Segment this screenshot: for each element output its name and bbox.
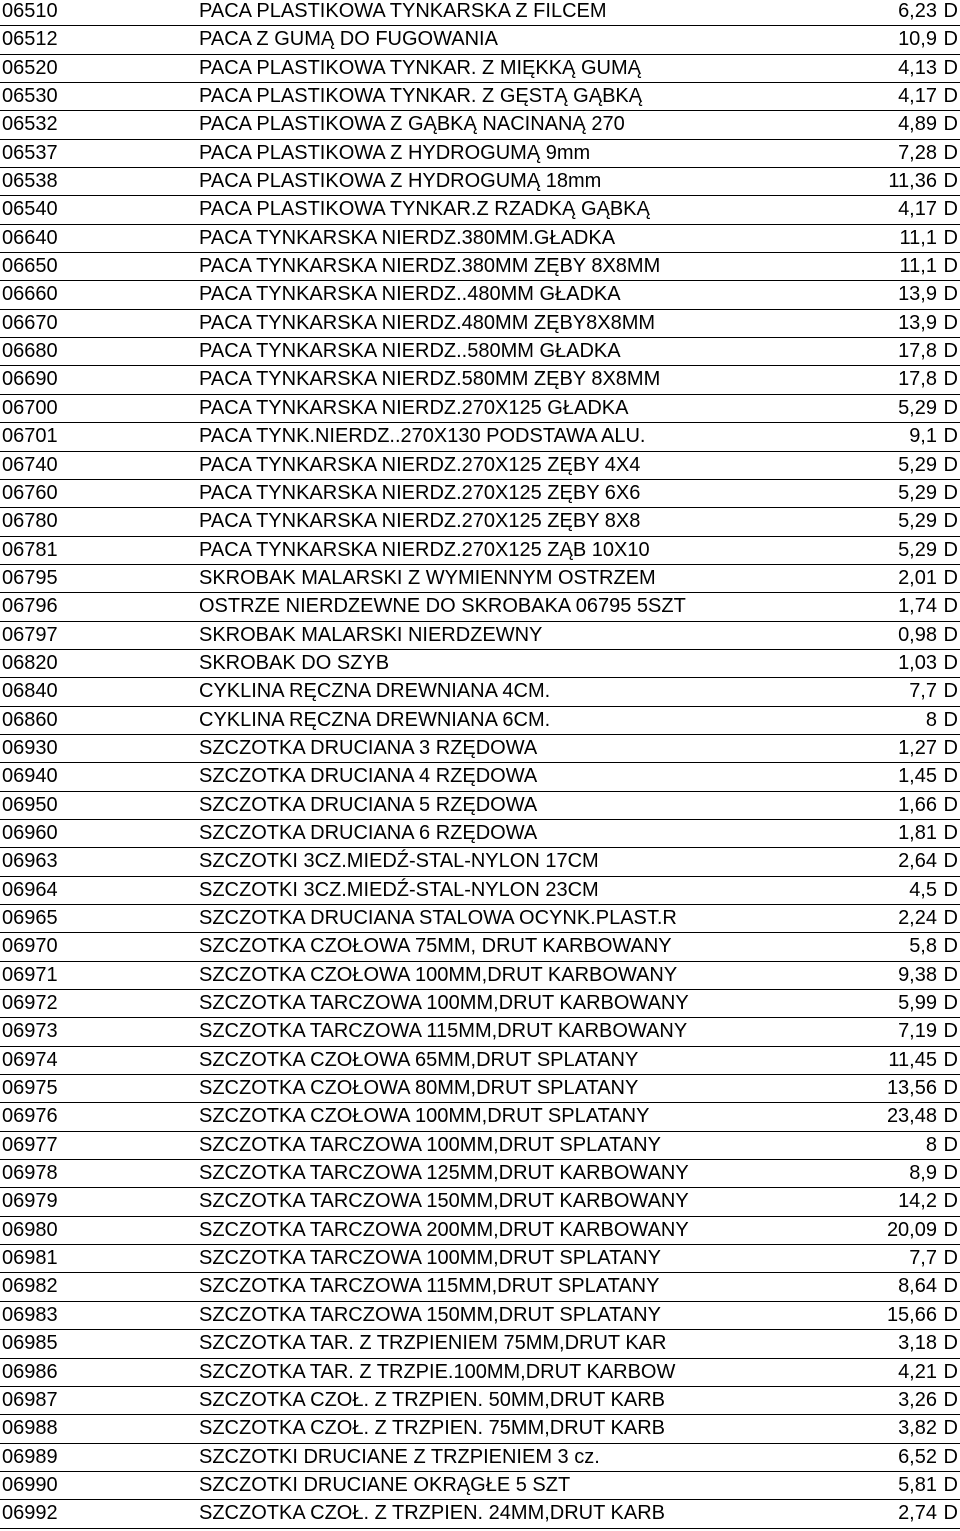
price-list-row [0, 1105, 960, 1133]
price-list-row [0, 397, 960, 425]
product-code: 06983 [2, 1303, 58, 1326]
price-list-row [0, 680, 960, 708]
price-unit: D [943, 1502, 958, 1525]
price-list-row [0, 425, 960, 453]
product-name: SZCZOTKA CZOŁOWA 100MM,DRUT KARBOWANY [199, 963, 678, 986]
product-name: PACA TYNKARSKA NIERDZ..580MM GŁADKA [199, 340, 621, 363]
product-code: 06950 [2, 793, 58, 816]
product-code: 06680 [2, 340, 58, 363]
product-price: 2,24 [898, 907, 937, 929]
product-price: 0,98 [898, 623, 937, 646]
product-price: 4,17 [898, 198, 937, 221]
product-price: 17,8 [898, 340, 937, 363]
product-price: 11,1 [899, 226, 937, 249]
product-code: 06701 [2, 425, 58, 448]
product-name: SZCZOTKA TARCZOWA 100MM,DRUT SPLATANY [199, 1247, 661, 1270]
price-list-row [0, 709, 960, 737]
product-code: 06740 [2, 453, 58, 476]
product-name: SZCZOTKA TARCZOWA 100MM,DRUT KARBOWANY [199, 992, 689, 1015]
product-code: 06537 [2, 141, 58, 164]
product-name: SZCZOTKA TARCZOWA 150MM,DRUT SPLATANY [199, 1303, 661, 1326]
product-price: 6,23 [898, 0, 937, 22]
product-code: 06992 [2, 1502, 58, 1525]
price-unit: D [943, 0, 958, 22]
price-unit: D [943, 1417, 958, 1440]
product-name: SZCZOTKA CZOŁ. Z TRZPIEN. 24MM,DRUT KARB [199, 1502, 665, 1525]
product-code: 06973 [2, 1020, 58, 1043]
product-price: 10,9 [898, 28, 937, 51]
product-code: 06971 [2, 963, 58, 986]
product-code: 06532 [2, 113, 58, 136]
price-unit: D [943, 595, 958, 618]
product-price: 11,36 [888, 170, 937, 193]
price-unit: D [943, 510, 958, 533]
product-price: 5,8 [909, 935, 937, 958]
price-unit: D [943, 538, 958, 561]
price-unit: D [943, 1388, 958, 1411]
price-list-row [0, 992, 960, 1020]
product-price: 4,89 [898, 113, 937, 136]
price-unit: D [943, 1332, 958, 1355]
product-code: 06977 [2, 1133, 58, 1156]
product-code: 06965 [2, 907, 58, 929]
price-unit: D [943, 1275, 958, 1298]
product-price: 5,29 [898, 453, 937, 476]
product-code: 06988 [2, 1417, 58, 1440]
price-unit: D [943, 28, 958, 51]
product-code: 06650 [2, 255, 58, 278]
price-list-row [0, 1474, 960, 1502]
product-name: SZCZOTKA DRUCIANA 4 RZĘDOWA [199, 765, 538, 788]
product-name: SZCZOTKA CZOŁ. Z TRZPIEN. 75MM,DRUT KARB [199, 1417, 665, 1440]
product-name: SZCZOTKI DRUCIANE OKRĄGŁE 5 SZT [199, 1473, 571, 1496]
price-list-row [0, 85, 960, 113]
product-code: 06840 [2, 680, 58, 703]
product-price: 3,82 [898, 1417, 937, 1440]
price-list-row [0, 312, 960, 340]
product-price: 2,01 [898, 566, 937, 589]
product-name: SZCZOTKA TAR. Z TRZPIENIEM 75MM,DRUT KAR [199, 1332, 667, 1355]
price-list-row [0, 879, 960, 907]
product-code: 06540 [2, 198, 58, 221]
product-name: SZCZOTKA DRUCIANA STALOWA OCYNK.PLAST.R [199, 907, 677, 929]
product-code: 06820 [2, 651, 58, 674]
price-unit: D [943, 963, 958, 986]
product-price: 11,1 [899, 255, 937, 278]
product-price: 13,9 [898, 311, 937, 334]
price-unit: D [943, 113, 958, 136]
product-code: 06795 [2, 566, 58, 589]
product-code: 06981 [2, 1247, 58, 1270]
price-list-row [0, 340, 960, 368]
product-code: 06530 [2, 85, 58, 108]
product-price: 3,18 [898, 1332, 937, 1355]
product-code: 06640 [2, 226, 58, 249]
product-code: 06700 [2, 396, 58, 419]
product-price: 3,26 [898, 1388, 937, 1411]
product-name: SZCZOTKA DRUCIANA 5 RZĘDOWA [199, 793, 538, 816]
product-code: 06989 [2, 1445, 58, 1468]
price-list-row [0, 28, 960, 56]
price-list-row [0, 652, 960, 680]
product-price: 8,9 [909, 1162, 937, 1185]
product-code: 06930 [2, 736, 58, 759]
product-code: 06660 [2, 283, 58, 306]
price-unit: D [943, 736, 958, 759]
product-code: 06780 [2, 510, 58, 533]
price-list-row [0, 907, 960, 935]
price-list-row [0, 1275, 960, 1303]
price-list-row [0, 1389, 960, 1417]
product-code: 06987 [2, 1388, 58, 1411]
product-name: PACA PLASTIKOWA TYNKAR.Z RZADKĄ GĄBKĄ [199, 198, 650, 221]
product-code: 06986 [2, 1360, 58, 1383]
price-list-row [0, 822, 960, 850]
price-list-row [0, 1417, 960, 1445]
product-name: PACA PLASTIKOWA TYNKARSKA Z FILCEM [199, 0, 607, 22]
product-code: 06964 [2, 878, 58, 901]
product-name: CYKLINA RĘCZNA DREWNIANA 6CM. [199, 708, 551, 731]
price-list-row [0, 1190, 960, 1218]
price-unit: D [943, 1105, 958, 1128]
price-unit: D [943, 1473, 958, 1496]
product-code: 06797 [2, 623, 58, 646]
price-unit: D [943, 1048, 958, 1071]
product-code: 06979 [2, 1190, 58, 1213]
product-name: SZCZOTKA CZOŁOWA 80MM,DRUT SPLATANY [199, 1077, 639, 1100]
price-unit: D [943, 850, 958, 873]
price-unit: D [943, 680, 958, 703]
product-name: PACA Z GUMĄ DO FUGOWANIA [199, 28, 498, 51]
product-name: SZCZOTKA TARCZOWA 115MM,DRUT KARBOWANY [199, 1020, 688, 1043]
product-price: 5,81 [898, 1473, 937, 1496]
price-list-row [0, 170, 960, 198]
product-code: 06512 [2, 28, 58, 51]
price-list-row [0, 368, 960, 396]
product-price: 4,5 [909, 878, 937, 901]
price-unit: D [943, 878, 958, 901]
product-price: 14,2 [898, 1190, 937, 1213]
product-price: 8 [925, 708, 937, 731]
product-code: 06975 [2, 1077, 58, 1100]
product-code: 06670 [2, 311, 58, 334]
price-list-row [0, 794, 960, 822]
price-list-row [0, 850, 960, 878]
product-price: 4,13 [898, 56, 937, 79]
product-price: 1,74 [898, 595, 937, 618]
price-list-row [0, 1134, 960, 1162]
product-code: 06985 [2, 1332, 58, 1355]
price-list-row [0, 454, 960, 482]
product-code: 06538 [2, 170, 58, 193]
product-code: 06940 [2, 765, 58, 788]
price-list-row [0, 283, 960, 311]
price-unit: D [943, 1020, 958, 1043]
product-price: 11,45 [888, 1048, 937, 1071]
product-code: 06796 [2, 595, 58, 618]
product-name: PACA TYNKARSKA NIERDZ.270X125 ZĘBY 8X8 [199, 510, 641, 533]
product-price: 13,56 [886, 1077, 937, 1100]
price-list-row [0, 1502, 960, 1530]
price-list-row [0, 227, 960, 255]
product-name: SZCZOTKA TARCZOWA 150MM,DRUT KARBOWANY [199, 1190, 689, 1213]
product-price: 7,7 [909, 1247, 937, 1270]
price-unit: D [943, 1247, 958, 1270]
product-name: SZCZOTKA CZOŁOWA 75MM, DRUT KARBOWANY [199, 935, 672, 958]
product-price: 7,19 [898, 1020, 937, 1043]
price-unit: D [943, 56, 958, 79]
price-unit: D [943, 141, 958, 164]
product-price: 8 [925, 1133, 937, 1156]
price-list-row [0, 1049, 960, 1077]
product-code: 06974 [2, 1048, 58, 1071]
product-price: 1,45 [898, 765, 937, 788]
product-name: SZCZOTKA TARCZOWA 125MM,DRUT KARBOWANY [199, 1162, 689, 1185]
price-list-row [0, 198, 960, 226]
price-unit: D [943, 340, 958, 363]
product-name: PACA PLASTIKOWA Z HYDROGUMĄ 9mm [199, 141, 591, 164]
product-price: 2,74 [898, 1502, 937, 1525]
product-price: 4,17 [898, 85, 937, 108]
product-price: 9,38 [898, 963, 937, 986]
product-name: OSTRZE NIERDZEWNE DO SKROBAKA 06795 5SZT [199, 595, 686, 618]
price-list-row [0, 964, 960, 992]
product-price: 1,81 [898, 821, 937, 844]
price-unit: D [943, 368, 958, 391]
price-unit: D [943, 992, 958, 1015]
product-price: 13,9 [898, 283, 937, 306]
price-list-row [0, 1446, 960, 1474]
product-name: SZCZOTKA TARCZOWA 200MM,DRUT KARBOWANY [199, 1218, 689, 1241]
price-unit: D [943, 1303, 958, 1326]
price-unit: D [943, 821, 958, 844]
product-name: SZCZOTKA DRUCIANA 3 RZĘDOWA [199, 736, 538, 759]
price-unit: D [943, 283, 958, 306]
price-unit: D [943, 765, 958, 788]
price-unit: D [943, 453, 958, 476]
price-list-row [0, 624, 960, 652]
price-unit: D [943, 566, 958, 589]
product-name: PACA TYNKARSKA NIERDZ.380MM.GŁADKA [199, 226, 616, 249]
price-list-row [0, 57, 960, 85]
product-name: SZCZOTKA CZOŁ. Z TRZPIEN. 50MM,DRUT KARB [199, 1388, 665, 1411]
price-unit: D [943, 1162, 958, 1185]
product-code: 06960 [2, 821, 58, 844]
price-unit: D [943, 623, 958, 646]
product-price: 1,66 [898, 793, 937, 816]
price-unit: D [943, 255, 958, 278]
price-list-row [0, 113, 960, 141]
product-price: 5,29 [898, 481, 937, 504]
product-code: 06972 [2, 992, 58, 1015]
product-name: SZCZOTKA TARCZOWA 115MM,DRUT SPLATANY [199, 1275, 660, 1298]
product-price: 7,7 [909, 680, 937, 703]
price-list-row [0, 0, 960, 28]
product-code: 06760 [2, 481, 58, 504]
product-price: 1,03 [898, 651, 937, 674]
product-name: PACA TYNKARSKA NIERDZ.480MM ZĘBY8X8MM [199, 311, 656, 334]
product-code: 06978 [2, 1162, 58, 1185]
product-name: SZCZOTKA CZOŁOWA 65MM,DRUT SPLATANY [199, 1048, 639, 1071]
price-unit: D [943, 425, 958, 448]
product-price: 15,66 [886, 1303, 937, 1326]
product-name: SKROBAK MALARSKI Z WYMIENNYM OSTRZEM [199, 566, 656, 589]
price-list-row [0, 1361, 960, 1389]
price-unit: D [943, 226, 958, 249]
price-unit: D [943, 1077, 958, 1100]
price-list-row [0, 142, 960, 170]
price-list-row [0, 567, 960, 595]
product-code: 06976 [2, 1105, 58, 1128]
product-code: 06970 [2, 935, 58, 958]
product-price: 5,29 [898, 510, 937, 533]
price-unit: D [943, 708, 958, 731]
price-unit: D [943, 651, 958, 674]
product-name: PACA TYNKARSKA NIERDZ.380MM ZĘBY 8X8MM [199, 255, 661, 278]
price-unit: D [943, 1133, 958, 1156]
price-unit: D [943, 1190, 958, 1213]
product-name: PACA PLASTIKOWA TYNKAR. Z GĘSTĄ GĄBKĄ [199, 85, 643, 108]
product-name: SZCZOTKA TAR. Z TRZPIE.100MM,DRUT KARBOW [199, 1360, 676, 1383]
product-name: PACA TYNK.NIERDZ..270X130 PODSTAWA ALU. [199, 425, 646, 448]
price-unit: D [943, 170, 958, 193]
price-unit: D [943, 481, 958, 504]
product-name: SKROBAK MALARSKI NIERDZEWNY [199, 623, 543, 646]
price-unit: D [943, 85, 958, 108]
product-price: 5,29 [898, 396, 937, 419]
product-price: 23,48 [886, 1105, 937, 1128]
product-code: 06510 [2, 0, 58, 22]
price-unit: D [943, 935, 958, 958]
product-code: 06982 [2, 1275, 58, 1298]
product-name: CYKLINA RĘCZNA DREWNIANA 4CM. [199, 680, 551, 703]
product-name: SZCZOTKA CZOŁOWA 100MM,DRUT SPLATANY [199, 1105, 650, 1128]
product-name: PACA PLASTIKOWA Z GĄBKĄ NACINANĄ 270 [199, 113, 625, 136]
product-name: PACA TYNKARSKA NIERDZ.270X125 ZĘBY 4X4 [199, 453, 641, 476]
price-list-row [0, 1332, 960, 1360]
product-code: 06990 [2, 1473, 58, 1496]
product-name: PACA PLASTIKOWA Z HYDROGUMĄ 18mm [199, 170, 602, 193]
product-price: 2,64 [898, 850, 937, 873]
price-list-row [0, 255, 960, 283]
product-code: 06980 [2, 1218, 58, 1241]
product-code: 06860 [2, 708, 58, 731]
product-price: 5,99 [898, 992, 937, 1015]
price-list-row [0, 737, 960, 765]
product-name: SZCZOTKA DRUCIANA 6 RZĘDOWA [199, 821, 538, 844]
product-price: 6,52 [898, 1445, 937, 1468]
product-price: 4,21 [898, 1360, 937, 1383]
price-list-row [0, 1020, 960, 1048]
price-list-row [0, 595, 960, 623]
product-code: 06781 [2, 538, 58, 561]
product-name: PACA TYNKARSKA NIERDZ.270X125 ZĄB 10X10 [199, 538, 650, 561]
price-list-row [0, 539, 960, 567]
product-price: 9,1 [909, 425, 937, 448]
price-list-row [0, 510, 960, 538]
product-price: 5,29 [898, 538, 937, 561]
price-unit: D [943, 396, 958, 419]
product-name: SZCZOTKI 3CZ.MIEDŹ-STAL-NYLON 23CM [199, 878, 599, 901]
product-price: 7,28 [898, 141, 937, 164]
product-code: 06963 [2, 850, 58, 873]
price-unit: D [943, 1360, 958, 1383]
price-unit: D [943, 198, 958, 221]
product-code: 06520 [2, 56, 58, 79]
product-name: PACA TYNKARSKA NIERDZ.270X125 ZĘBY 6X6 [199, 481, 641, 504]
product-name: SZCZOTKA TARCZOWA 100MM,DRUT SPLATANY [199, 1133, 661, 1156]
product-name: SZCZOTKI 3CZ.MIEDŹ-STAL-NYLON 17CM [199, 850, 599, 873]
price-list-row [0, 482, 960, 510]
price-list-row [0, 1077, 960, 1105]
price-list-row [0, 1219, 960, 1247]
price-list-row [0, 1247, 960, 1275]
price-list-row [0, 1162, 960, 1190]
product-code: 06690 [2, 368, 58, 391]
product-price: 20,09 [886, 1218, 937, 1241]
price-unit: D [943, 311, 958, 334]
product-price: 1,27 [898, 736, 937, 759]
product-name: PACA TYNKARSKA NIERDZ.270X125 GŁADKA [199, 396, 629, 419]
product-name: PACA TYNKARSKA NIERDZ..480MM GŁADKA [199, 283, 621, 306]
product-name: SZCZOTKI DRUCIANE Z TRZPIENIEM 3 cz. [199, 1445, 600, 1468]
price-unit: D [943, 793, 958, 816]
price-unit: D [943, 907, 958, 929]
product-price: 17,8 [898, 368, 937, 391]
price-unit: D [943, 1445, 958, 1468]
price-unit: D [943, 1218, 958, 1241]
price-list-row [0, 935, 960, 963]
product-name: SKROBAK DO SZYB [199, 651, 390, 674]
product-name: PACA PLASTIKOWA TYNKAR. Z MIĘKKĄ GUMĄ [199, 56, 641, 79]
price-list-row [0, 765, 960, 793]
product-name: PACA TYNKARSKA NIERDZ.580MM ZĘBY 8X8MM [199, 368, 661, 391]
price-list-row [0, 1304, 960, 1332]
product-price: 8,64 [898, 1275, 937, 1298]
